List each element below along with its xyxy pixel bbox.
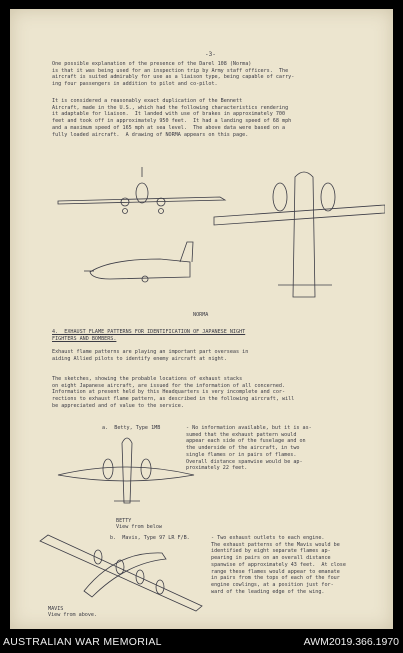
page-number: -3- bbox=[205, 51, 216, 58]
footer-bar bbox=[0, 632, 403, 653]
section-4-heading: 4. EXHAUST FLAME PATTERNS FOR IDENTIFICATION OF JAPANESE NIGHT FIGHTERS AND BOMBERS. bbox=[52, 329, 246, 342]
item-b-label: b. Mavis, Type 97 LR F/B. bbox=[110, 535, 190, 541]
betty-caption: BETTY View from below bbox=[116, 518, 163, 531]
paragraph-4: The sketches, showing the probable locations of exhaust stacks on eight Japanese aircraft, are issued for the information of all concerned. Information at present held by this Headquarters is very incomplete and cor- rections to exhaust flame pattern, as described in the following aircraft, will be appreciated and of value to the service. bbox=[52, 376, 295, 409]
paragraph-3: Exhaust flame patterns are playing an important part overseas in aiding Allied pilots to identify enemy aircraft at night. bbox=[52, 349, 249, 362]
mavis-sketch bbox=[36, 531, 206, 616]
document-page bbox=[10, 9, 393, 629]
betty-sketch bbox=[56, 433, 196, 513]
item-a-text: - No information available, but it is as- sumed that the exhaust pattern would appear each side of the fuselage and on the underside of the aircraft, in two single flames or in pairs of flames. Overall distance spanwise would be ap- proximately 22 feet. bbox=[186, 425, 312, 472]
paragraph-2: It is considered a reasonably exact duplication of the Bennett Aircraft, made in the U.S., which had the following characteristics rendering it adaptable for liaison. It landed with use of brakes in approximately 700 feet and took off in approximately 950 feet. It had a landing speed of 68 mph and a maximum speed of 165 mph at sea level. The above data were based on a fully loaded aircraft. A drawing of NORMA appears on this page. bbox=[52, 98, 292, 138]
norma-caption: NORMA bbox=[193, 312, 209, 318]
item-a-label: a. Betty, Type 1MB bbox=[102, 425, 161, 431]
item-b-text: - Two exhaust outlets to each engine. The exhaust patterns of the Mavis would be identified by eight separate flames ap- pearing in pairs on an overall distance spanwise of approximately 43 feet. At close range these flames would appear to emanate in pairs from the tops of each of the four engine cowlings, at a position just for- ward of the leading edge of the wing. bbox=[211, 535, 346, 595]
paragraph-1: One possible explanation of the presence of the Darel 108 (Norma) is that it was being used for an inspection trip by Army staff officers. The aircraft is suited admirably for use as a liaison type, being capable of carry- ing four passengers in addition to pilot and co-pilot. bbox=[52, 61, 295, 88]
footer-accession-number: AWM2019.366.1970 bbox=[303, 636, 399, 648]
mavis-caption: MAVIS View from above. bbox=[48, 606, 98, 619]
norma-sketch bbox=[50, 167, 385, 307]
footer-institution: AUSTRALIAN WAR MEMORIAL bbox=[3, 636, 162, 648]
